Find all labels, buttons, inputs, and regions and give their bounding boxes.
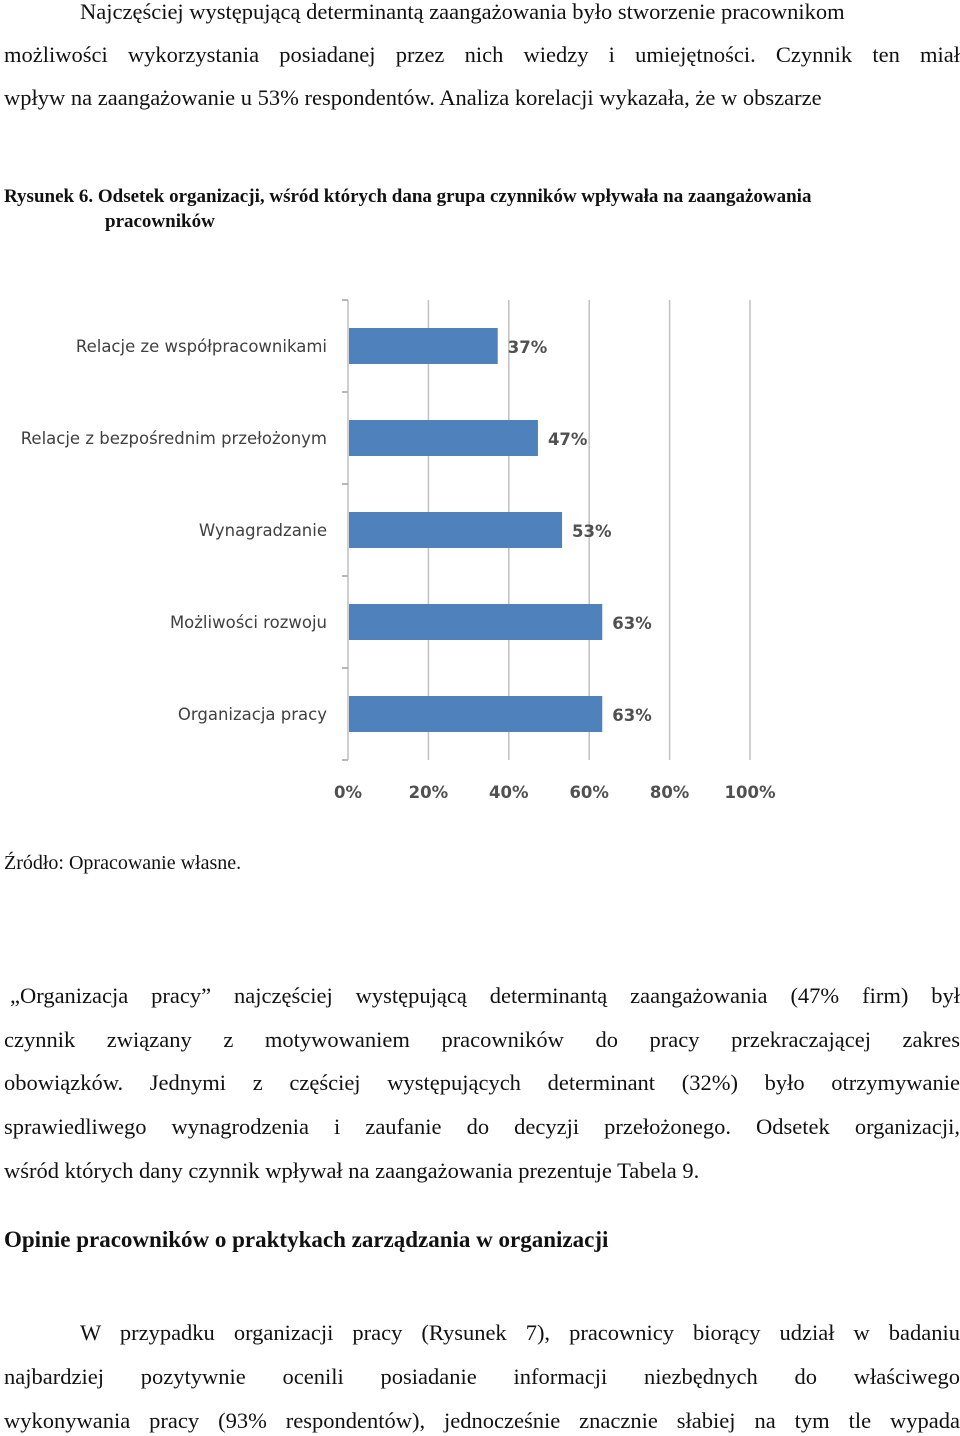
para2-line-4: sprawiedliwego wynagrodzenia i zaufanie do decyzji przełożonego. Odsetek organizacji,	[4, 1114, 960, 1139]
value-label-0: 37%	[507, 338, 548, 357]
category-label-3: Możliwości rozwoju	[169, 613, 327, 632]
category-label-0: Relacje ze współpracownikami	[75, 337, 327, 356]
x-tick-label-5: 100%	[724, 783, 776, 802]
figure-caption-line-2: pracowników	[105, 211, 215, 232]
value-label-1: 47%	[547, 430, 588, 449]
para2-line-2: czynnik związany z motywowaniem pracowników do pracy przekraczającej zakres	[4, 1027, 960, 1052]
para1-line-2: możliwości wykorzystania posiadanej przez nich wiedzy i umiejętności. Czynnik ten miał	[4, 42, 960, 67]
value-label-4: 63%	[612, 706, 652, 725]
para2-line-5: wśród których dany czynnik wpływał na zaangażowania prezentuje Tabela 9.	[4, 1158, 700, 1183]
para3-line-1: W przypadku organizacji pracy (Rysunek 7), pracownicy biorący udział w badaniu	[80, 1320, 960, 1345]
bar-2	[349, 512, 562, 548]
figure-source: Źródło: Opracowanie własne.	[4, 852, 242, 874]
para1-line-3: wpływ na zaangażowanie u 53% respondentów. Analiza korelacji wykazała, że w obszarze	[4, 85, 822, 110]
x-tick-label-3: 60%	[569, 783, 609, 802]
section-heading: Opinie pracowników o praktykach zarządzania w organizacji	[4, 1227, 609, 1252]
bar-chart	[0, 280, 960, 820]
value-label-2: 53%	[572, 522, 612, 541]
category-label-2: Wynagradzanie	[198, 521, 327, 540]
figure-label: Rysunek 6.	[4, 186, 94, 207]
x-tick-label-0: 0%	[333, 783, 363, 802]
para3-line-3: wykonywania pracy (93% respondentów), jednocześnie znacznie słabiej na tym tle wypada	[4, 1408, 960, 1433]
bar-0	[349, 328, 498, 364]
category-label-1: Relacje z bezpośrednim przełożonym	[20, 429, 327, 448]
bar-1	[349, 420, 538, 456]
category-label-4: Organizacja pracy	[177, 705, 327, 724]
value-label-3: 63%	[612, 614, 652, 633]
x-tick-label-2: 40%	[489, 783, 529, 802]
para3-line-2: najbardziej pozytywnie ocenili posiadanie informacji niezbędnych do właściwego	[4, 1364, 960, 1389]
bar-3	[349, 604, 602, 640]
para1-line-1: Najczęściej występującą determinantą zaangażowania było stworzenie pracownikom	[80, 0, 845, 24]
figure-caption-line-1: Odsetek organizacji, wśród których dana grupa czynników wpływała na zaangażowania	[97, 186, 812, 207]
bar-4	[349, 696, 602, 732]
para2-line-1: „Organizacja pracy” najczęściej występującą determinantą zaangażowania (47% firm) był	[10, 983, 960, 1008]
figure-caption	[4, 184, 811, 209]
para2-line-3: obowiązków. Jednymi z częściej występujących determinant (32%) było otrzymywanie	[4, 1070, 960, 1095]
x-tick-label-1: 20%	[408, 783, 449, 802]
x-tick-label-4: 80%	[649, 783, 690, 802]
